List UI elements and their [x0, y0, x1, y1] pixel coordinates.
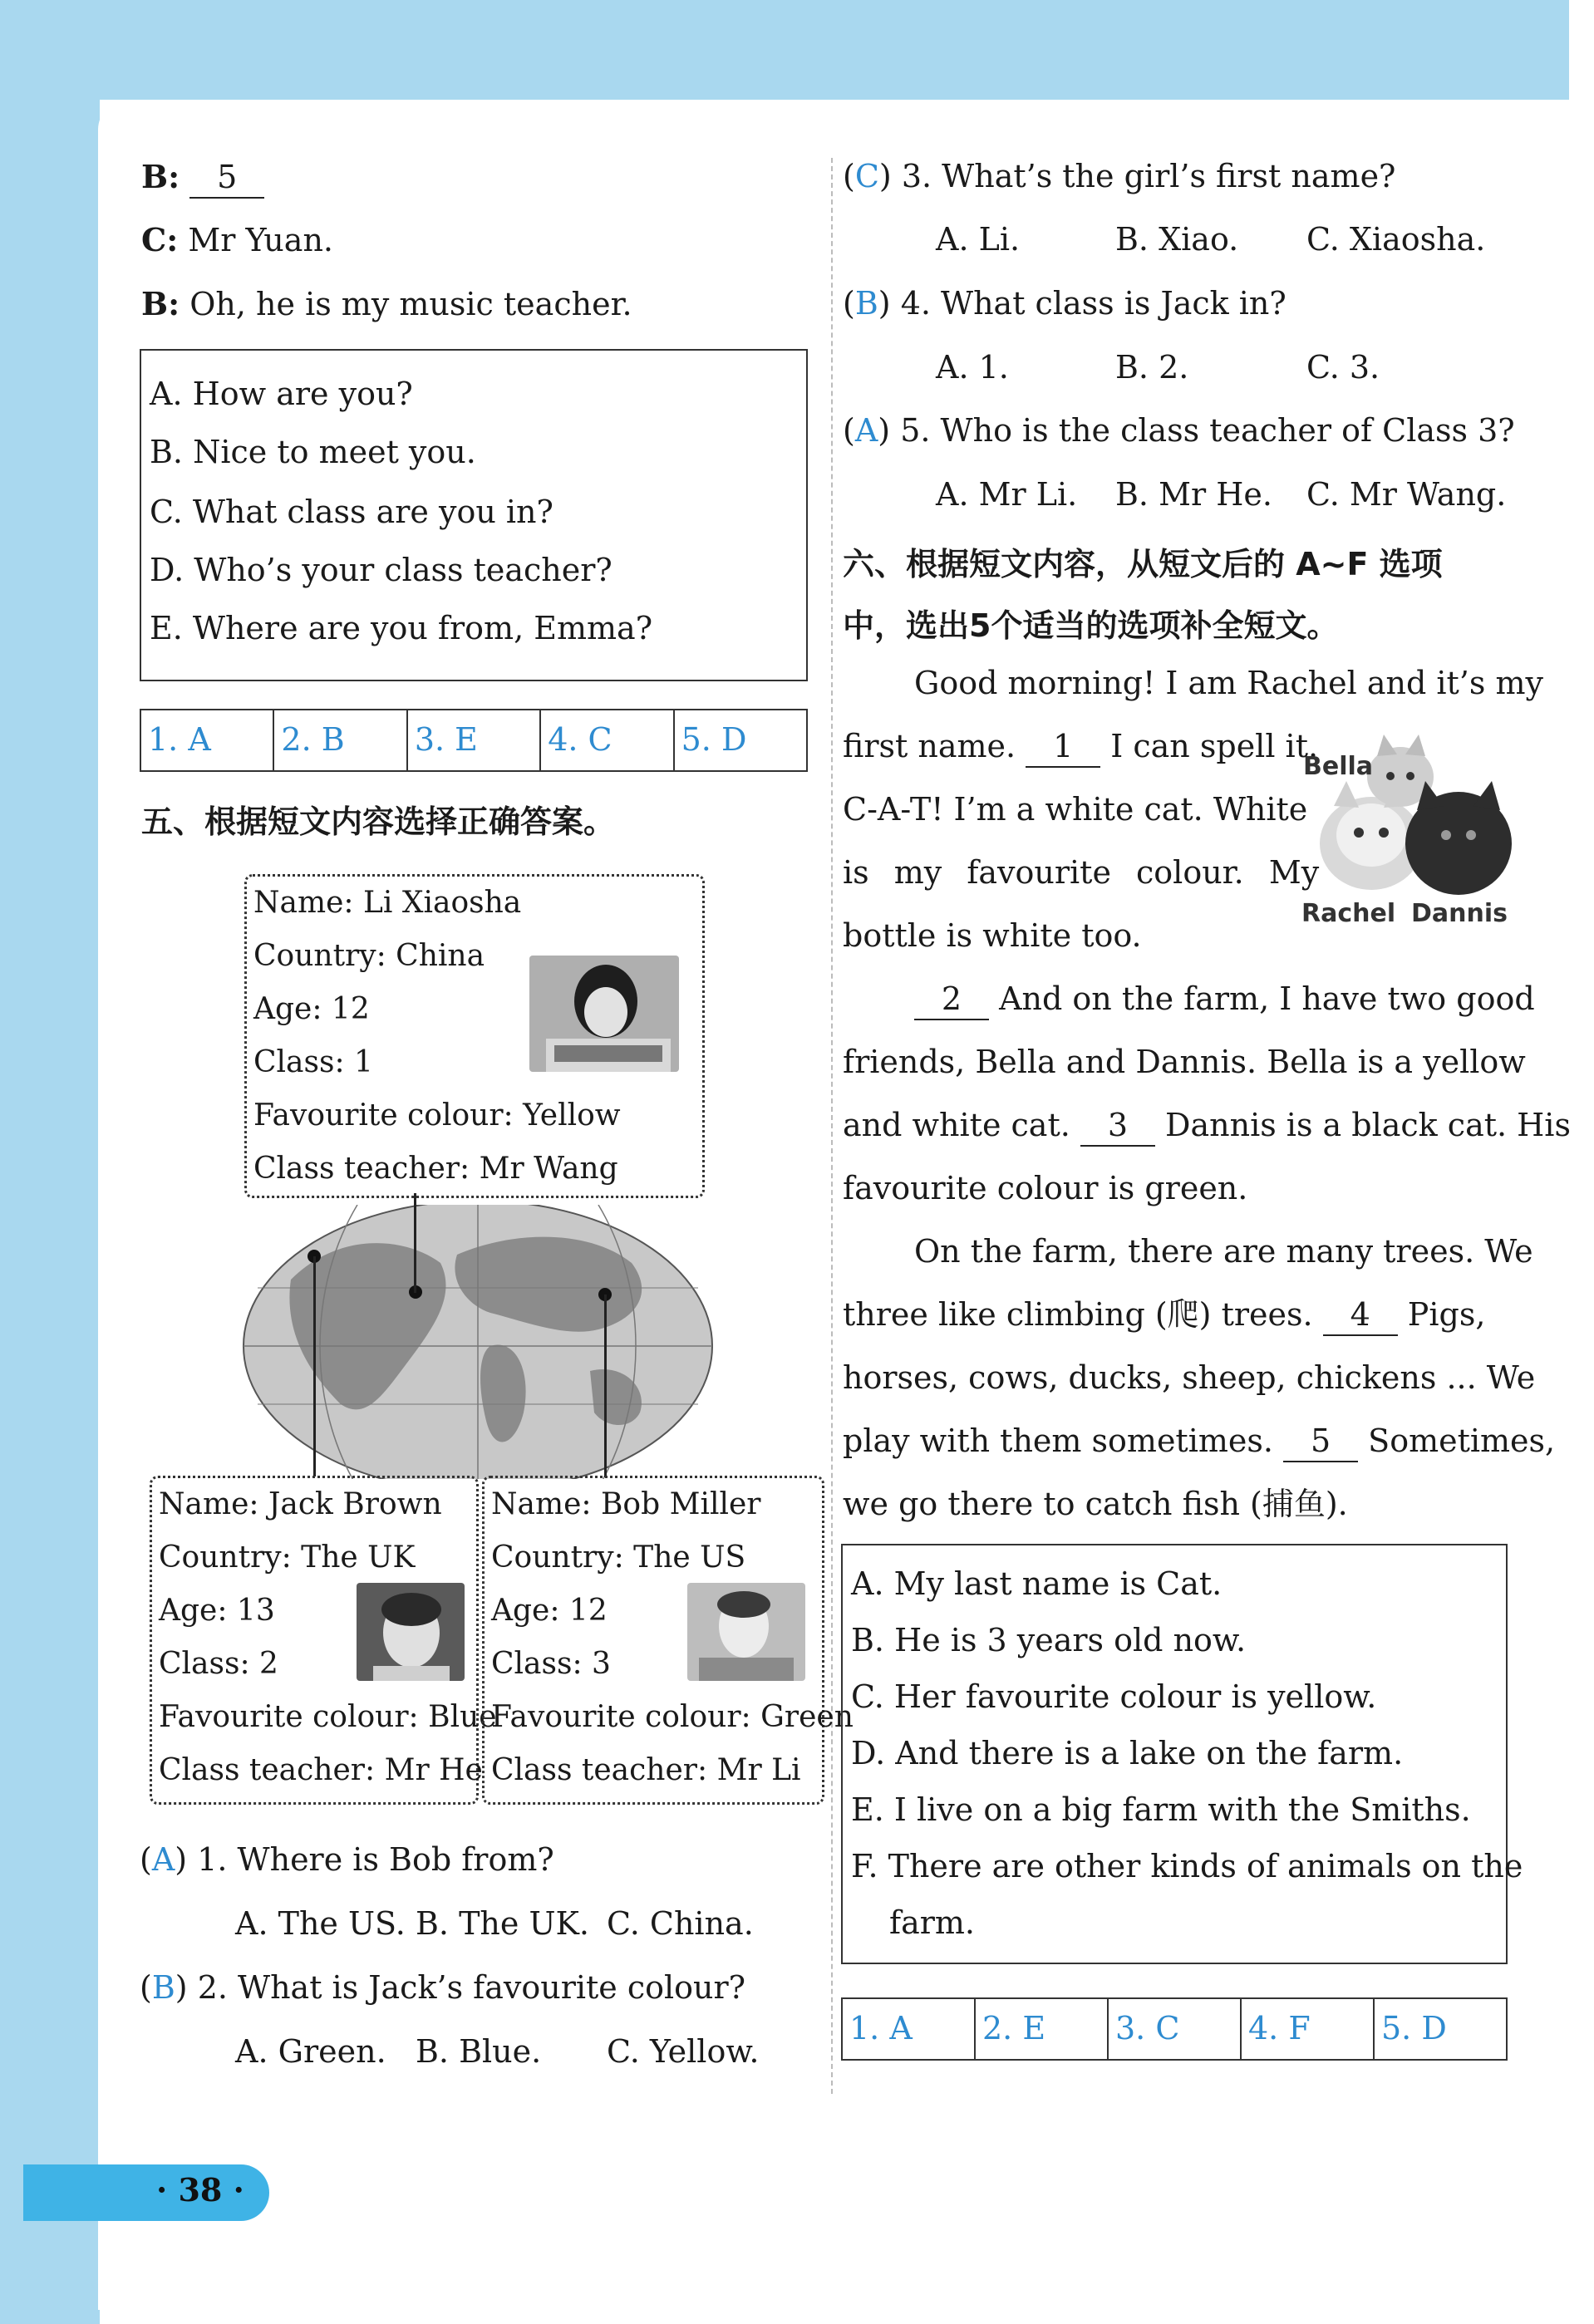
section-6-heading-line1: 六、根据短文内容，从短文后的 A~F 选项	[843, 546, 1443, 582]
passage-line: On the farm, there are many trees. We	[914, 1233, 1533, 1270]
passage-line	[843, 1107, 1571, 1147]
passage-text: I can spell it.	[1110, 728, 1319, 764]
answer-cell: 5. D	[1381, 2010, 1447, 2046]
profile-card-jack	[150, 1476, 497, 1805]
page-number-tab	[23, 2164, 269, 2221]
answer-cell: 2. B	[274, 710, 407, 770]
answer-cell: 1. A	[141, 710, 274, 770]
paren-open: (	[140, 1969, 152, 2006]
answer-cell: 3. E	[408, 710, 541, 770]
answer-mark: C	[854, 158, 879, 194]
option-item: A. My last name is Cat.	[851, 1565, 1223, 1602]
answer-mark: B	[151, 1969, 175, 2006]
option-b: B. 2.	[1115, 349, 1189, 386]
cat-label-dannis: Dannis	[1411, 899, 1508, 928]
answer-mark: A	[854, 412, 878, 449]
card-line: Class: 3	[491, 1647, 611, 1681]
dialogue-blank: 5	[189, 159, 264, 199]
dialogue-text: Oh, he is my music teacher.	[189, 286, 632, 322]
option-a: A. Mr Li.	[936, 476, 1078, 513]
card-line: Class teacher: Mr Wang	[253, 1152, 618, 1186]
card-line: Name: Li Xiaosha	[253, 886, 522, 920]
option-item: farm.	[889, 1904, 975, 1941]
paren-close: )	[175, 1841, 188, 1878]
question-text: 2. What is Jack’s favourite colour?	[197, 1969, 746, 2006]
answer-cell: 5. D	[681, 721, 747, 758]
card-line: Age: 13	[159, 1594, 275, 1628]
pointer-line-jack	[604, 1295, 607, 1477]
passage-line: Good morning! I am Rachel and it’s my	[914, 665, 1543, 701]
card-line: Country: The UK	[159, 1540, 416, 1575]
card-line: Age: 12	[491, 1594, 608, 1628]
passage-line	[843, 1296, 1485, 1336]
answer-cell: 1. A	[843, 1999, 976, 2059]
passage-line: bottle is white too.	[843, 917, 1142, 954]
option-c: C. Xiaosha.	[1306, 221, 1486, 258]
passage-blank: 3	[1080, 1107, 1155, 1147]
card-line: Class teacher: Mr He	[159, 1753, 483, 1787]
cat-label-bella: Bella	[1303, 752, 1374, 781]
cat-label-rachel: Rachel	[1301, 899, 1396, 928]
passage-line: friends, Bella and Dannis. Bella is a yellow	[843, 1044, 1526, 1080]
dialogue-line-b1	[141, 158, 264, 199]
profile-card-bob	[482, 1476, 854, 1805]
question-text: 5. Who is the class teacher of Class 3?	[900, 412, 1515, 449]
option-item: E. I live on a big farm with the Smiths.	[851, 1791, 1471, 1828]
dialogue-line-c	[141, 221, 333, 260]
option-item: B. He is 3 years old now.	[851, 1622, 1247, 1658]
passage-text: And on the farm, I have two good	[999, 980, 1535, 1017]
card-line: Class: 2	[159, 1647, 278, 1681]
card-line: Country: China	[253, 939, 485, 973]
option-item: C. What class are you in?	[150, 494, 553, 530]
top-margin-band	[0, 0, 1594, 100]
paren-close: )	[878, 158, 892, 194]
passage-line: we go there to catch fish (捕鱼).	[843, 1486, 1348, 1522]
option-c: C. China.	[607, 1905, 754, 1942]
option-a: A. 1.	[936, 349, 1009, 386]
paren-close: )	[878, 285, 891, 322]
option-item: C. Her favourite colour is yellow.	[851, 1678, 1377, 1715]
paren-open: (	[843, 412, 855, 449]
card-line: Favourite colour: Green	[491, 1700, 854, 1734]
passage-blank: 4	[1323, 1296, 1398, 1336]
passage-text: play with them sometimes.	[843, 1422, 1273, 1459]
passage-line: horses, cows, ducks, sheep, chickens ... We	[843, 1359, 1536, 1396]
card-line: Class: 1	[253, 1045, 373, 1079]
question-text: 3. What’s the girl’s first name?	[901, 158, 1396, 194]
passage-text: Dannis is a black cat. His	[1165, 1107, 1571, 1143]
right-margin	[1569, 0, 1594, 2324]
speaker-label: B:	[141, 285, 180, 322]
profile-card-li	[244, 874, 705, 1198]
card-line: Name: Bob Miller	[491, 1487, 761, 1521]
paren-open: (	[140, 1841, 152, 1878]
question-2	[140, 1969, 745, 2007]
speaker-label: B:	[141, 158, 180, 195]
passage-text: first name.	[843, 728, 1016, 764]
dialogue-line-b2	[141, 285, 632, 324]
passage-text: and white cat.	[843, 1107, 1070, 1143]
left-margin-band	[0, 0, 100, 2324]
card-line: Country: The US	[491, 1540, 746, 1575]
question-5	[843, 412, 1515, 450]
options-box-2	[841, 1544, 1523, 1964]
passage-line	[843, 728, 1318, 768]
column-divider	[831, 158, 833, 2094]
passage-text: Sometimes,	[1368, 1422, 1556, 1459]
dialogue-text: Mr Yuan.	[188, 222, 333, 258]
pointer-line-bob	[313, 1256, 316, 1476]
card-line: Age: 12	[253, 992, 370, 1026]
answer-cell: 3. C	[1109, 1999, 1242, 2059]
passage-line: is my favourite colour. My	[843, 854, 1320, 891]
option-c: C. Yellow.	[607, 2033, 760, 2070]
option-item: D. And there is a lake on the farm.	[851, 1735, 1404, 1771]
answer-mark: A	[151, 1841, 175, 1878]
answer-row-2	[841, 1997, 1508, 2061]
option-item: D. Who’s your class teacher?	[150, 552, 613, 588]
passage-line: favourite colour is green.	[843, 1170, 1248, 1206]
passage-text: Pigs,	[1407, 1296, 1486, 1333]
girl-photo	[529, 956, 679, 1072]
answer-row-1	[140, 709, 808, 772]
question-3	[843, 158, 1395, 196]
paren-open: (	[843, 285, 855, 322]
boy-photo-bob	[687, 1583, 805, 1681]
page-number: · 38 ·	[156, 2171, 244, 2209]
section-6-heading-line2: 中，选出5个适当的选项补全短文。	[843, 607, 1339, 644]
option-b: B. Mr He.	[1115, 476, 1272, 513]
passage-line: C-A-T! I’m a white cat. White	[843, 791, 1308, 828]
paren-open: (	[843, 158, 855, 194]
boy-photo-jack	[357, 1583, 465, 1681]
card-line: Favourite colour: Blue	[159, 1700, 497, 1734]
passage-text: three like climbing (爬) trees.	[843, 1296, 1313, 1333]
passage-blank: 1	[1026, 728, 1100, 768]
question-text: 4. What class is Jack in?	[900, 285, 1287, 322]
passage-blank: 2	[914, 980, 989, 1020]
option-a: A. Li.	[936, 221, 1021, 258]
question-4	[843, 285, 1287, 323]
paren-close: )	[175, 1969, 188, 2006]
answer-cell: 4. C	[541, 710, 674, 770]
option-item: B. Nice to meet you.	[150, 434, 476, 470]
passage-line	[843, 1422, 1555, 1462]
answer-mark: B	[854, 285, 878, 322]
question-text: 1. Where is Bob from?	[197, 1841, 554, 1878]
answer-cell: 2. E	[976, 1999, 1109, 2059]
option-item: E. Where are you from, Emma?	[150, 610, 653, 646]
section-5-heading: 五、根据短文内容选择正确答案。	[141, 803, 616, 840]
passage-line	[914, 980, 1535, 1020]
option-b: B. Xiao.	[1115, 221, 1239, 258]
card-line: Class teacher: Mr Li	[491, 1753, 801, 1787]
option-item: A. How are you?	[150, 376, 413, 412]
option-item: F. There are other kinds of animals on the	[851, 1848, 1523, 1884]
card-line: Favourite colour: Yellow	[253, 1098, 621, 1133]
option-b: B. Blue.	[416, 2033, 542, 2070]
option-a: A. Green.	[235, 2033, 386, 2070]
option-c: C. 3.	[1306, 349, 1380, 386]
question-1	[140, 1841, 554, 1879]
passage-blank: 5	[1283, 1422, 1358, 1462]
pointer-line-li	[414, 1193, 416, 1293]
world-map	[241, 1205, 715, 1479]
options-box-1	[140, 349, 808, 681]
card-line: Name: Jack Brown	[159, 1487, 442, 1521]
speaker-label: C:	[141, 221, 179, 258]
answer-cell: 4. F	[1242, 1999, 1375, 2059]
option-b: B. The UK.	[416, 1905, 589, 1942]
paren-close: )	[878, 412, 891, 449]
option-a: A. The US.	[235, 1905, 406, 1942]
option-c: C. Mr Wang.	[1306, 476, 1507, 513]
